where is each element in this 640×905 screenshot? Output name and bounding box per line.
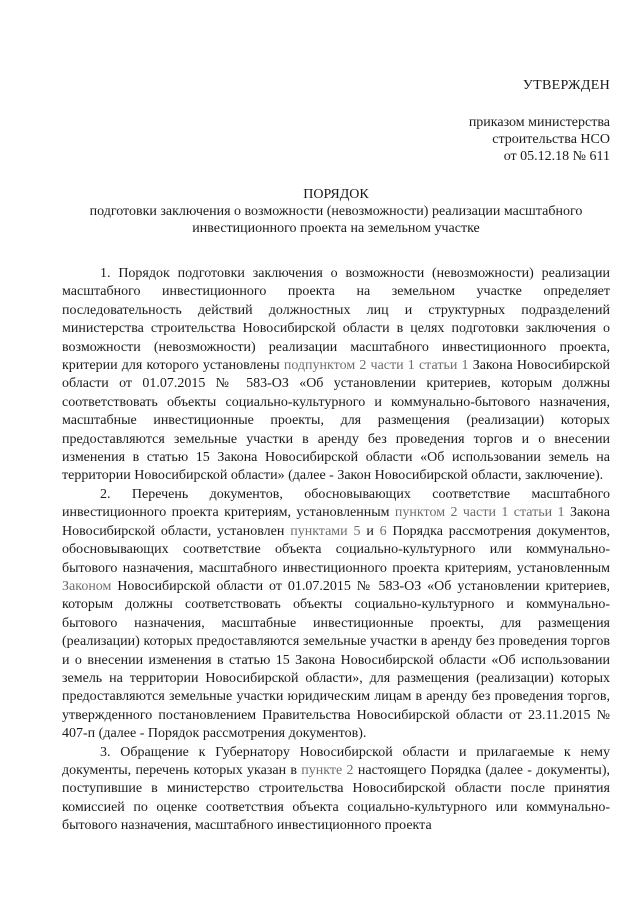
legal-reference-link[interactable]: пунктом 2 части 1 статьи 1 (394, 505, 565, 521)
paragraph-p2 (62, 486, 610, 744)
paragraph-text: 3. Обращение к Губернатору Новосибирской области и прилагаемые к нему документы, перечень которых указан в (62, 744, 610, 778)
document-subtitle-line: инвестиционного проекта на земельном участке (192, 221, 480, 236)
paragraph-text: Новосибирской области от 01.07.2015 № 583-ОЗ «Об установлении критериев, которым должны соответствовать объекты социально-культурного и коммунально-бытового назначения, масштабные инвестиционные проекты, для размещения (реализации) которых предоставляются земельные участки в аренду без проведения торгов и о внесении изменения в статью 15 Закона Новосибирской области «Об использовании земель на территории Новосибирской области», для размещения (реализации) которых предоставляются земельные участки юридическим лицам в аренду без проведения торгов, утвержденного постановлением Правительства Новосибирской области от 23.11.2015 № 407-п (далее - Порядок рассмотрения документов). (62, 578, 610, 742)
order-line: от 05.12.18 № 611 (503, 149, 610, 164)
approval-stamp: УТВЕРЖДЕН (522, 78, 610, 93)
order-line: приказом министерства (468, 115, 610, 130)
document-subtitle-line: подготовки заключения о возможности (невозможности) реализации масштабного (89, 204, 583, 219)
document-heading (62, 186, 610, 237)
paragraph-text: 2. Перечень документов, обосновывающих соответствие масштабного инвестиционного проекта критериям, установленным (62, 486, 610, 521)
paragraph-p3 (62, 744, 610, 836)
paragraph-text: и (360, 523, 380, 539)
legal-reference-link[interactable]: пункте 2 (301, 762, 354, 778)
legal-reference-link[interactable]: 6 (379, 523, 387, 539)
paragraph-text: настоящего Порядка (далее - документы), поступившие в министерство строительства Новосибирской области после принятия комиссией по оценке соответствия объекта социально-культурного или коммунально-бытового назначения, масштабного инвестиционного проекта (62, 762, 610, 834)
paragraph-text: Закона Новосибирской области от 01.07.2015 № 583-ОЗ «Об установлении критериев, которым должны соответствовать объекты социально-культурного и коммунально-бытового назначения, масштабные инвестиционные проекты, для размещения (реализации) которых предоставляются земельные участки в аренду без проведения торгов и о внесении изменения в статью 15 Закона Новосибирской области «Об использовании земель на территории Новосибирской области» (далее - Закон Новосибирской области, заключение). (62, 358, 610, 484)
legal-reference-link[interactable]: подпунктом 2 части 1 статьи 1 (283, 358, 469, 374)
document-body (62, 265, 610, 836)
paragraph-p1 (62, 265, 610, 486)
order-line: строительства НСО (492, 132, 610, 147)
document-title: ПОРЯДОК (303, 187, 369, 202)
paragraph-text: Порядка рассмотрения документов, обосновывающих соответствие объекта социально-культурного или коммунально-бытового назначения, масштабного инвестиционного проекта критериям, установленным (62, 523, 611, 576)
legal-reference-link[interactable]: пунктами 5 (290, 523, 361, 539)
legal-reference-link[interactable]: Законом (62, 578, 112, 594)
paragraph-text: 1. Порядок подготовки заключения о возможности (невозможности) реализации масштабного инвестиционного проекта на земельном участке определяет последовательность действий должностных лиц и структурных подразделений министерства строительства Новосибирской области в целях подготовки заключения о возможности (невозможности) реализации масштабного инвестиционного проекта, критерии для которого установлены (62, 266, 610, 374)
paragraph-text: Закона Новосибирской области, установлен (62, 505, 611, 539)
order-reference (469, 114, 610, 165)
